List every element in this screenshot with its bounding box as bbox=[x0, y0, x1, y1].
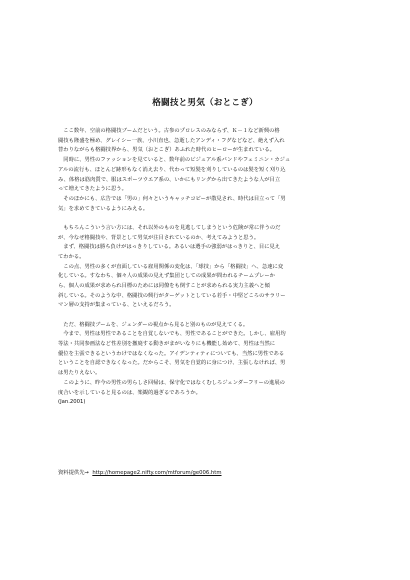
paragraph-2: 同時に、男性のファッションを見ていると、数年前のビジュアル系バンドやフェミニン・カジュ アルの流行も、ほとんど跡形もなく消え去り、代わって短髪を刈りしているのは髪を短く刈り込 み、体格は筋肉質で、服はスポーツウエア系の、いかにもリングから出てきたような人が目立 って増えてきたように思う。 bbox=[58, 157, 291, 193]
reference-line bbox=[58, 468, 222, 476]
paragraph-gap bbox=[58, 214, 370, 224]
document-body bbox=[58, 127, 370, 408]
paragraph-4: もちろんこういう言い方には、それ以外のものを見逃してしまうという危険が常に伴うのだ が、今なぜ格闘技や、背景として男気が注目されているのか、考えてみようと思う。 bbox=[58, 224, 281, 241]
reference-link[interactable]: http://homepage2.nifty.com/mtforum/ge006.htm bbox=[92, 470, 222, 476]
paragraph-6: この点、男性の多くが直面している雇用関係の変化は、「球技」から「格闘技」へ、急速に変 化している。すなわち、個々人の成果の見えず集団としての成果が問われるチームプレーか ら、個人の成果が求められ目標のためには同僚をも倒すことが求められる実力主義へと傾 斜している。そのような中、格闘技の興行がターゲットとしている若手・中堅どころのサラリー マン層の支持が集まっている、といえるだろう。 bbox=[58, 263, 286, 309]
paragraph-9: このように、昨今の男性の男らしさ回帰は、保守化ではなくむしろジェンダーフリーの進展の 度合いを示していると見るのは、楽観的過ぎるであろうか。 bbox=[58, 379, 285, 396]
paragraph-8: 今まで、男性は男性であることを自覚しないでも、男性であることができた。しかし、雇用均 等法・共同参画法など性差別を撤廃する動きがまがいなりにも機能し始めて、男性は当然に 優位を主張できるというわけではなくなった。アイデンティティについても、当然に男性である ということを自認できなくなった。だからこそ、男気を自覚的に身につけ、主張しなければ、男 は男たりえない。 bbox=[58, 331, 286, 377]
paragraph-1: ここ数年、空前の格闘技ブームだという。古参のプロレスのみならず、Ｋ－１など新興の格 闘技も隆盛を極め、グレイシー一族、小川直也、急逝したアンディ・フグなどなど、絶えず入れ 替わりながらも格闘技界から、男気（おとこぎ）あふれた時代のヒーローが生まれている。 bbox=[58, 128, 285, 154]
reference-label: 資料提供先→ bbox=[58, 470, 89, 476]
paragraph-7: ただ、格闘技ブームを、ジェンダーの視点から見ると別のものが見えてくる。 bbox=[58, 321, 249, 328]
paragraph-gap bbox=[58, 311, 370, 321]
document-title: 格闘技と男気（おとこぎ） bbox=[152, 98, 258, 108]
paragraph-3: そのほかにも、広告では「男の」何々というキャッチコピーが散見され、時代は目立って「男 気」を求めてきているようにみえる。 bbox=[58, 195, 286, 212]
document-date: (Jan.2001) bbox=[58, 399, 86, 406]
paragraph-5: まず、格闘技は勝ち負けがはっきりしている。あるいは選手の強弱がはっきりと、目に見え てわかる。 bbox=[58, 244, 281, 260]
